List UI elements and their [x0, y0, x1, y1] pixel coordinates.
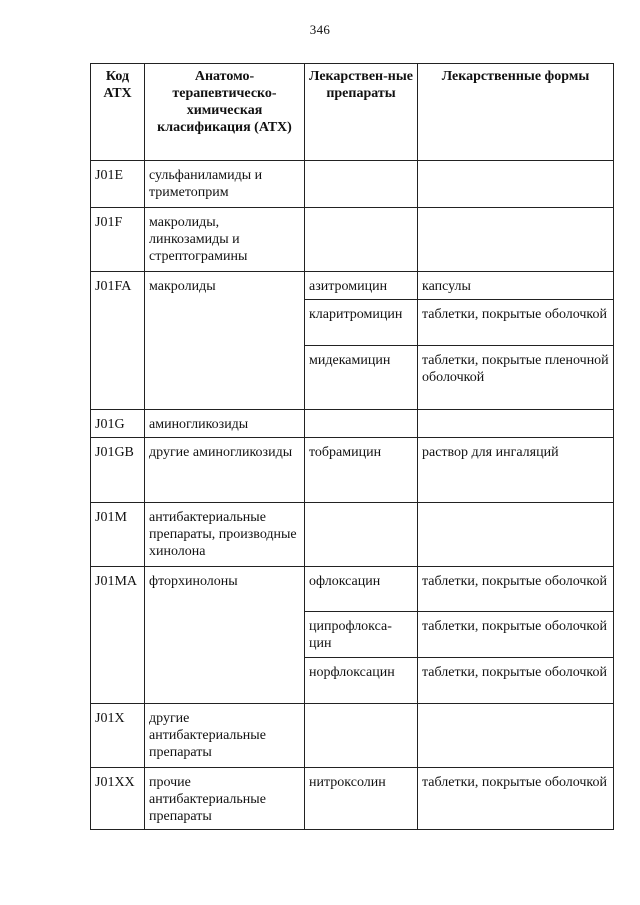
table-row: [91, 704, 614, 768]
table-row: [91, 768, 614, 830]
code-cell: J01FA: [91, 272, 145, 410]
code-cell: J01XX: [91, 768, 145, 830]
drug-cell: [305, 161, 418, 208]
class-cell: другие антибактериальные препараты: [145, 704, 305, 768]
form-cell: таблетки, покрытые оболочкой: [418, 300, 614, 346]
drug-cell: [305, 410, 418, 438]
form-cell: капсулы: [418, 272, 614, 300]
table-row: [91, 208, 614, 272]
header-code: Код АТХ: [91, 64, 145, 161]
form-cell: [418, 161, 614, 208]
class-cell: антибактериальные препараты, производные хинолона: [145, 503, 305, 567]
atx-drug-table: [90, 63, 614, 830]
table-row: [91, 567, 614, 612]
class-cell: другие аминогликозиды: [145, 438, 305, 503]
header-drugs: Лекарствен-ные препараты: [305, 64, 418, 161]
code-cell: J01E: [91, 161, 145, 208]
drug-cell: норфлоксацин: [305, 658, 418, 704]
drug-cell: ципрофлокса-цин: [305, 612, 418, 658]
class-cell: сульфаниламиды и триметоприм: [145, 161, 305, 208]
class-cell: макролиды: [145, 272, 305, 410]
form-cell: [418, 704, 614, 768]
class-cell: макролиды, линкозамиды и стрептограмины: [145, 208, 305, 272]
table-header-row: [91, 64, 614, 161]
code-cell: J01G: [91, 410, 145, 438]
drug-cell: кларитромицин: [305, 300, 418, 346]
code-cell: J01GB: [91, 438, 145, 503]
form-cell: [418, 503, 614, 567]
form-cell: раствор для ингаляций: [418, 438, 614, 503]
code-cell: J01X: [91, 704, 145, 768]
header-forms: Лекарственные формы: [418, 64, 614, 161]
drug-cell: [305, 704, 418, 768]
class-cell: аминогликозиды: [145, 410, 305, 438]
code-cell: J01F: [91, 208, 145, 272]
drug-cell: [305, 208, 418, 272]
class-cell: фторхинолоны: [145, 567, 305, 704]
class-cell: прочие антибактериальные препараты: [145, 768, 305, 830]
page-number: 346: [309, 22, 331, 37]
form-cell: таблетки, покрытые пленочной оболочкой: [418, 346, 614, 410]
drug-cell: тобрамицин: [305, 438, 418, 503]
form-cell: таблетки, покрытые оболочкой: [418, 567, 614, 612]
code-cell: J01MA: [91, 567, 145, 704]
code-cell: J01M: [91, 503, 145, 567]
table-row: [91, 161, 614, 208]
drug-cell: мидекамицин: [305, 346, 418, 410]
table-row: [91, 272, 614, 300]
form-cell: таблетки, покрытые оболочкой: [418, 768, 614, 830]
drug-cell: нитроксолин: [305, 768, 418, 830]
form-cell: таблетки, покрытые оболочкой: [418, 612, 614, 658]
form-cell: [418, 410, 614, 438]
table-row: [91, 438, 614, 503]
table-row: [91, 410, 614, 438]
drug-cell: азитромицин: [305, 272, 418, 300]
form-cell: [418, 208, 614, 272]
drug-cell: офлоксацин: [305, 567, 418, 612]
form-cell: таблетки, покрытые оболочкой: [418, 658, 614, 704]
table-row: [91, 503, 614, 567]
header-classification: Анатомо-терапевтическо-химическая класификация (АТХ): [145, 64, 305, 161]
drug-cell: [305, 503, 418, 567]
